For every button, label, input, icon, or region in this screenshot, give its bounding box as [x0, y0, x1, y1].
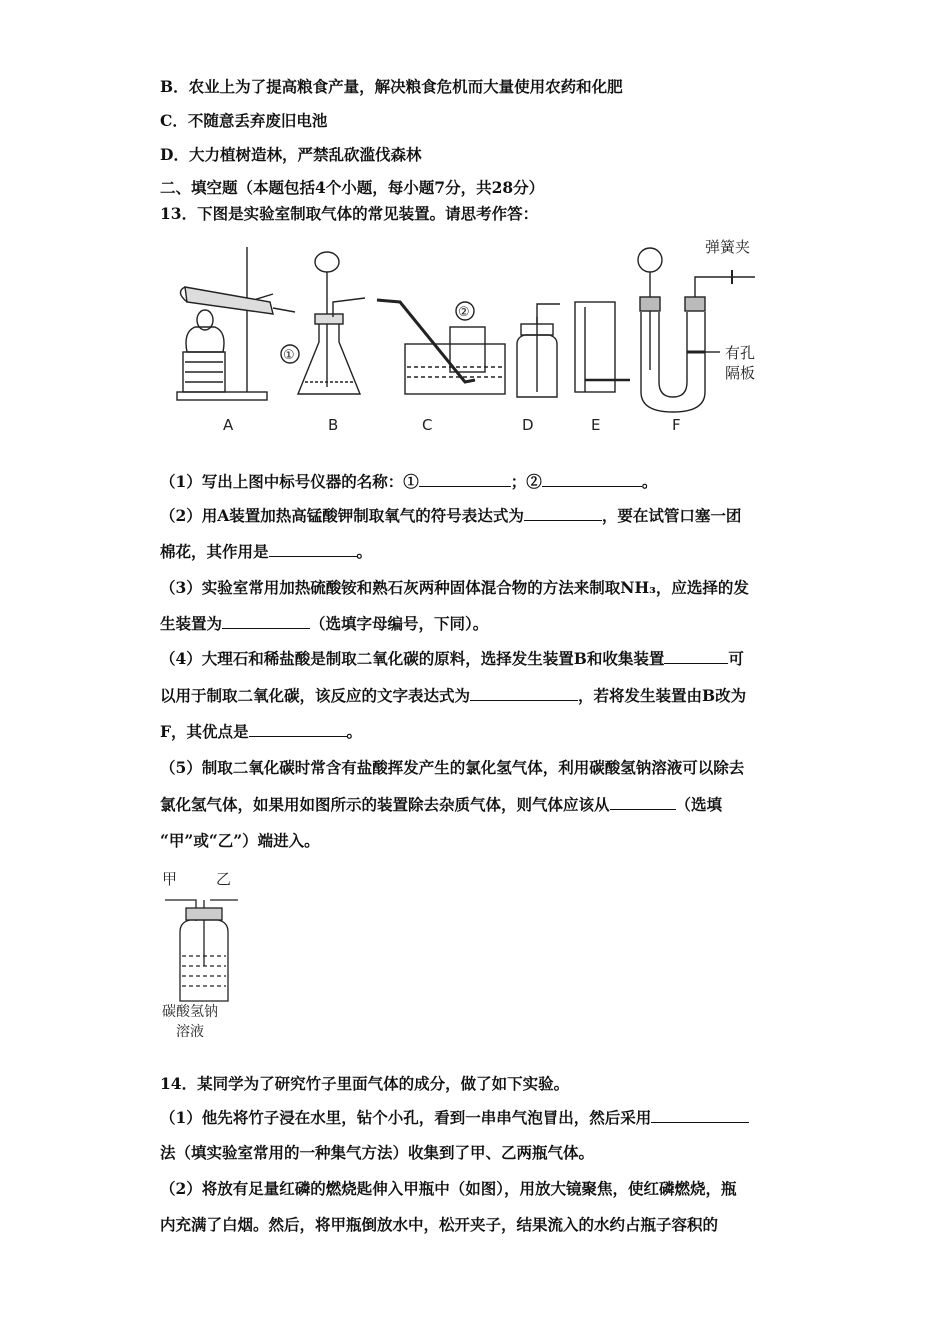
q14-part2-line2: 内充满了白烟。然后，将甲瓶倒放水中，松开夹子，结果流入的水约占瓶子容积的	[160, 1215, 719, 1234]
apparatus-b	[281, 252, 365, 394]
end-jia: 甲	[162, 870, 178, 888]
q13-part3-line2: 生装置为 （选填字母编号，下同）。	[160, 614, 489, 633]
wash-bottle-figure	[160, 866, 250, 1046]
apparatus-figure	[165, 232, 775, 442]
apparatus-d	[517, 304, 560, 397]
apparatus-e	[575, 302, 630, 392]
end-yi: 乙	[216, 870, 232, 888]
label-e: E	[591, 416, 601, 434]
q14-part2-line1: （2）将放有足量红磷的燃烧匙伸入甲瓶中（如图），用放大镜聚焦，使红磷燃烧，瓶	[160, 1179, 737, 1198]
label-d: D	[522, 416, 534, 434]
q13-part3-line1: （3）实验室常用加热硫酸铵和熟石灰两种固体混合物的方法来制取NH₃，应选择的发	[160, 578, 749, 597]
q13-part1: （1）写出上图中标号仪器的名称：① ；② 。	[160, 472, 658, 491]
marker-1: ①	[283, 348, 295, 363]
apparatus-a	[177, 247, 295, 400]
label-f: F	[672, 416, 681, 434]
q14-part1-line2: 法（填实验室常用的一种集气方法）收集到了甲、乙两瓶气体。	[160, 1143, 595, 1162]
plate-label-2: 隔板	[725, 364, 756, 382]
q13-part4-line2: 以用于制取二氧化碳，该反应的文字表达式为 ，若将发生装置由B改为	[160, 686, 747, 705]
option-c: C．不随意丢弃废旧电池	[160, 111, 328, 130]
bottle-caption-1: 碳酸氢钠	[162, 1004, 218, 1020]
q13-part4-line1: （4）大理石和稀盐酸是制取二氧化碳的原料，选择发生装置B和收集装置 可	[160, 649, 744, 668]
q13-part2-line2: 棉花，其作用是 。	[160, 542, 373, 561]
plate-label-1: 有孔	[725, 344, 756, 362]
apparatus-f	[638, 248, 755, 412]
q14-part1-line1: （1）他先将竹子浸在水里，钻个小孔，看到一串串气泡冒出，然后采用	[160, 1108, 749, 1128]
apparatus-c	[377, 300, 505, 394]
q13-part5-line2: 氯化氢气体，如果用如图所示的装置除去杂质气体，则气体应该从 （选填	[160, 795, 723, 814]
q13-part5-line1: （5）制取二氧化碳时常含有盐酸挥发产生的氯化氢气体，利用碳酸氢钠溶液可以除去	[160, 758, 745, 777]
q13-part4-line3: F，其优点是 。	[160, 722, 363, 741]
q13-stem: 13．下图是实验室制取气体的常见装置。请思考作答：	[160, 204, 539, 223]
q13-part2-line1: （2）用A装置加热高锰酸钾制取氧气的符号表达式为 ，要在试管口塞一团	[160, 506, 742, 525]
q13-part5-line3: “甲”或“乙”）端进入。	[160, 831, 320, 850]
section-title: 二、填空题（本题包括4个小题，每小题7分，共28分）	[160, 178, 545, 197]
q14-stem: 14．某同学为了研究竹子里面气体的成分，做了如下实验。	[160, 1074, 570, 1093]
label-a: A	[223, 416, 234, 434]
label-c: C	[422, 416, 433, 434]
clip-label: 弹簧夹	[705, 238, 751, 256]
option-d: D．大力植树造林，严禁乱砍滥伐森林	[160, 145, 422, 164]
label-b: B	[328, 416, 339, 434]
option-b: B．农业上为了提高粮食产量，解决粮食危机而大量使用农药和化肥	[160, 77, 623, 96]
bottle-caption-2: 溶液	[176, 1024, 204, 1040]
marker-2: ②	[458, 305, 470, 320]
